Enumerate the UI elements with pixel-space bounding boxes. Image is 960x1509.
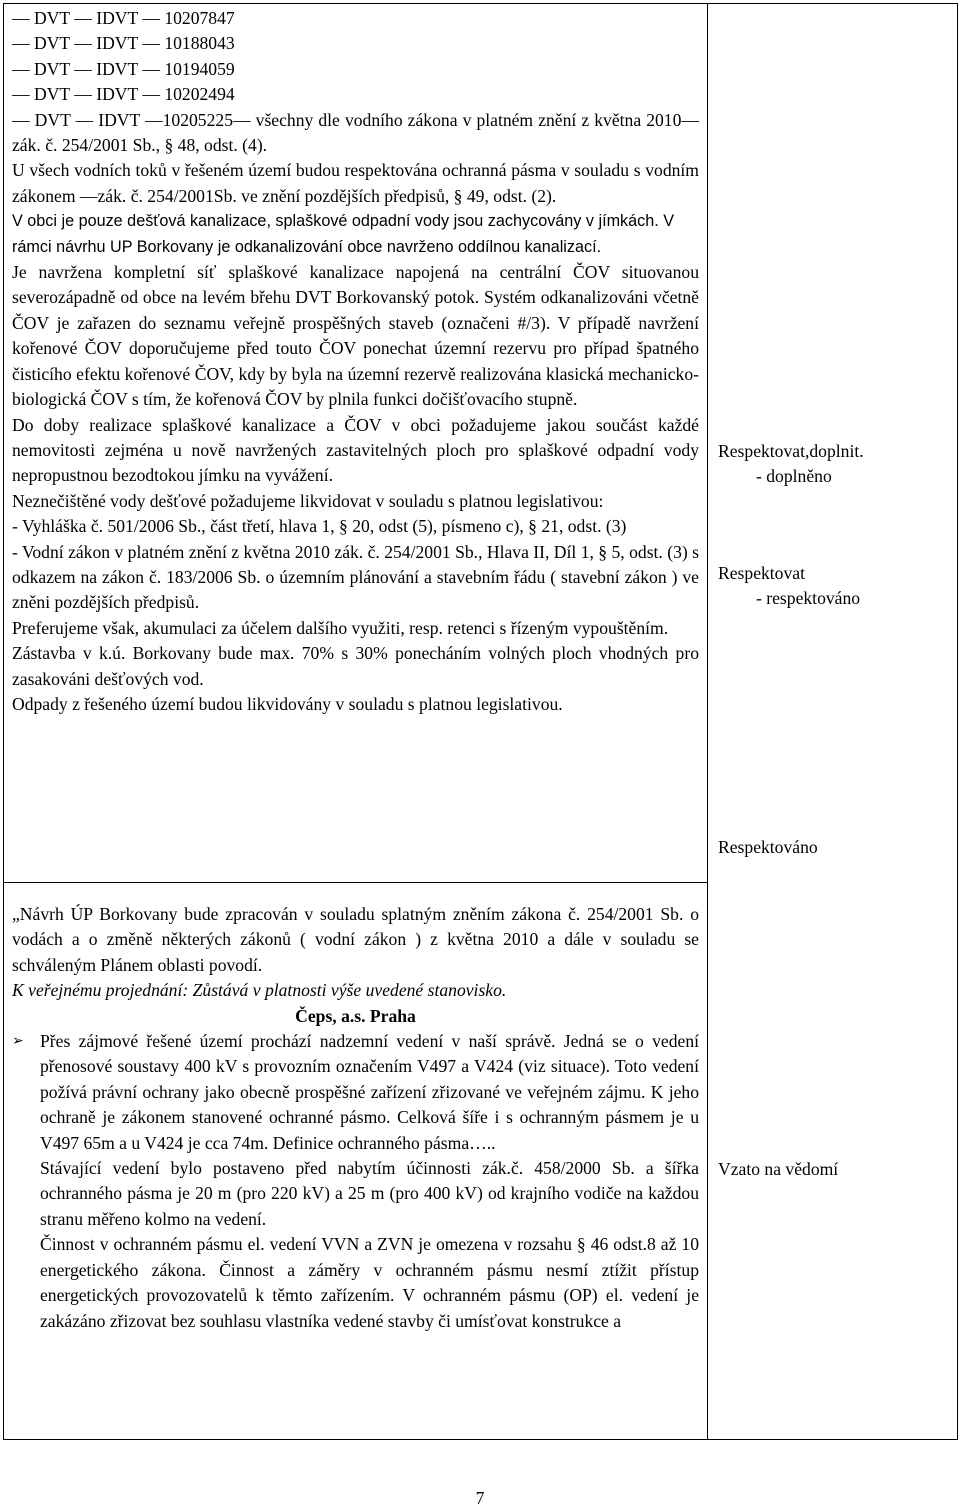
side-note-respektovat-sub: - respektováno: [756, 588, 861, 609]
sewer-network-paragraph: Je navržena kompletní síť splaškové kanalizace napojená na centrální ČOV situovanou severozápadně od obce na levém břehu DVT Borkovanský potok. Systém odkanalizováni včetně ČOV je zařazen do seznamu veřejně prospěšných staveb (označeni #/3). V případě navržení kořenové ČOV doporučujeme před touto ČOV ponechat územní rezervu pro případ špatného čisticího efektu kořenové ČOV, kdy by byla na územní rezervě realizována klasická mechanicko- biologická ČOV s tím, že kořenová ČOV by plnila funkci dočišťovacího stupně.: [12, 262, 699, 410]
side-note-doplnit-sub: - doplněno: [756, 466, 832, 487]
ceps-existing-line-paragraph: Stávající vedení bylo postaveno před nabytím účinnosti zák.č. 458/2000 Sb. a šířka ochranného pásma je 20 m (pro 220 kV) a 25 m (pro 400 kV) od krajního vodiče na každou stranu měřeno kolmo na vedení.: [40, 1158, 699, 1229]
protection-zones-paragraph: U všech vodních toků v řešeném území budou respektována ochranná pásma v souladu s vodním zákonem —zák. č. 254/2001Sb. ve znění pozdějších předpisů, § 49, odst. (2).: [12, 160, 699, 206]
main-cell-ceps: [4, 883, 708, 1440]
side-note-vzato: Vzato na vědomí: [718, 1159, 839, 1179]
development-paragraph: Zástavba v k.ú. Borkovany bude max. 70% s 30% ponecháním volných ploch vhodných pro zasakováni dešťových vod.: [12, 643, 699, 689]
retention-paragraph: Preferujeme však, akumulaci za účelem dalšího využiti, resp. retenci s řízeným vypouštěním.: [12, 617, 669, 638]
watercourse-line-2: — DVT — IDVT — 10188043: [12, 33, 235, 54]
side-cell-water: [708, 4, 958, 1440]
watercourse-line-1: — DVT — IDVT — 10207847: [12, 8, 235, 28]
watercourse-line-5: — DVT — IDVT —10205225— všechny dle vodního zákona v platném znění z května 2010— zák. č. 254/2001 Sb., § 48, odst. (4).: [12, 109, 699, 156]
decree-paragraph: - Vyhláška č. 501/2006 Sb., část třetí, hlava 1, § 20, odst (5), písmeno c), § 21, odst. (3): [12, 516, 627, 537]
water-act-paragraph: - Vodní zákon v platném znění z května 2010 zák. č. 254/2001 Sb., Hlava II, Díl 1, § 5, odst. (3) s odkazem na zákon č. 183/2006 Sb. o územním plánování a stavebním řádu ( stavební zákon ) ve zněni pozdějších předpisů.: [12, 541, 699, 613]
side-note-doplnit: [718, 439, 864, 490]
waste-paragraph: Odpady z řešeného území budou likvidovány v souladu s platnou legislativou.: [12, 693, 563, 714]
plan-paragraph: „Návrh ÚP Borkovany bude zpracován v souladu splatným zněním zákona č. 254/2001 Sb. o vodách a o změně některých zákonů ( vodní zákon ) z května 2010 a dále v souladu se schváleným Plánem oblasti povodí.: [12, 904, 699, 975]
side-note-respektovat-title: Respektovat: [718, 563, 805, 583]
sewer-state-paragraph: V obci je pouze dešťová kanalizace, splaškové odpadní vody jsou zachycovány v jímkách. V rámci návrhu UP Borkovany je odkanalizování obce navrženo oddílnou kanalizací.: [12, 212, 675, 256]
page-table: [3, 3, 958, 1440]
ceps-line-paragraph: Přes zájmové řešené území prochází nadzemní vedení v naší správě. Jedná se o vedení přenosové soustavy 400 kV s provozním označením V497 a V424 (viz situace). Toto vedení požívá právní ochrany jako obecně prospěšné zařízení zřizované ve veřejném zájmu. K jeho ochraně je zákonem stanovené ochranné pásmo. Celková šíře i s ochranným pásmem je u V497 65m a u V424 je cca 74m. Definice ochranného pásma…..: [40, 1031, 699, 1153]
arrow-bullet-icon: ➢: [12, 1034, 24, 1050]
public-hearing-note: K veřejnému projednání: Zůstává v platnosti výše uvedené stanovisko.: [12, 980, 507, 1001]
septic-tank-paragraph: Do doby realizace splaškové kanalizace a ČOV v obci požadujeme jakou součást každé nemovitosti zejména u nově navržených zastavitelných ploch pro splaškové odpadní vody nepropustnou bezodtokou jímku na vyvážení.: [12, 414, 699, 486]
ceps-activity-paragraph: Činnost v ochranném pásmu el. vedení VVN a ZVN je omezena v rozsahu § 46 odst.8 až 10 energetického zákona. Činnost a záměry v ochranném pásmu nesmí ztížit přístup energetických provozovatelů k těmto zařízením. V ochranném pásmu (OP) el. vedení je zakázáno zřizovat bez souhlasu vlastníka vedené stavby či umísťovat konstrukce a: [40, 1234, 699, 1331]
watercourse-line-3: — DVT — IDVT — 10194059: [12, 58, 235, 79]
ceps-bullet-item: [12, 1029, 699, 1156]
side-note-doplnit-title: Respektovat,doplnit.: [718, 441, 864, 461]
page-number: 7: [475, 1488, 485, 1508]
side-note-respektovat: [718, 561, 860, 612]
side-note-respektovano: Respektováno: [718, 837, 818, 857]
rainwater-paragraph: Neznečištěné vody dešťové požadujeme likvidovat v souladu s platnou legislativou:: [12, 490, 604, 511]
watercourse-line-4: — DVT — IDVT — 10202494: [12, 84, 235, 105]
main-cell-water: [4, 4, 708, 883]
ceps-heading: Čeps, a.s. Praha: [295, 1005, 416, 1026]
